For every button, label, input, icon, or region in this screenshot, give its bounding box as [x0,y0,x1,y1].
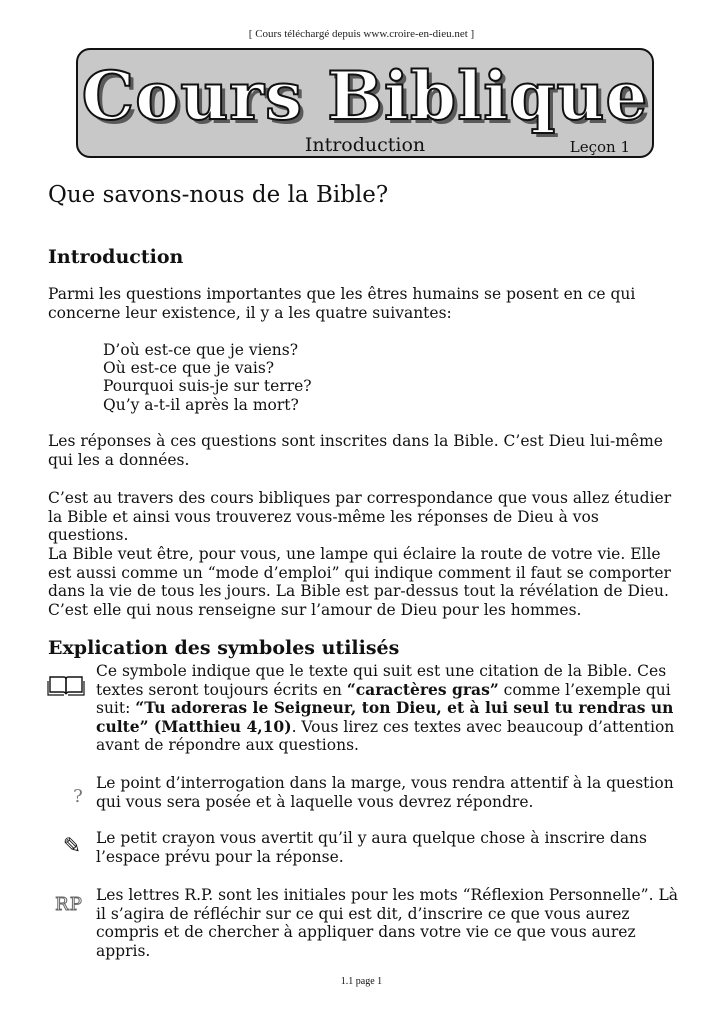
page-footer: 1.1 page 1 [340,976,383,987]
book-text-b: comme l’exemple qui suit: [96,680,671,718]
question-item: Qu’y a-t-il après la mort? [103,396,299,414]
book-icon [46,672,86,702]
banner-subtitle: Introduction [304,134,426,156]
bold-example-word: caractères gras [355,679,490,699]
source-note: [ Cours téléchargé depuis www.croire-en-dieu.net ] [248,28,475,40]
symbols-heading: Explication des symboles utilisés [48,637,400,659]
question-item: Où est-ce que je vais? [103,359,275,377]
banner-title: Cours Biblique [81,57,649,135]
rp-symbol-description: Les lettres R.P. sont les initiales pour les mots “Réflexion Personnelle”. Là il s’agira de réfléchir sur ce qui est dit, d’inscrire ce que vous aurez compris et de chercher à appliquer dans votre vie ce que vous aurez appris. [96,886,678,960]
book-text-a: Ce symbole indique que le texte qui suit est une citation de la Bible. Ces textes seront toujours écrits en [96,662,667,699]
page-title: Que savons-nous de la Bible? [48,182,389,208]
intro-paragraph-3: C’est au travers des cours bibliques par correspondance que vous allez étudier la Bible et ainsi vous trouverez vous-même les réponses de Dieu à vos questions. [48,489,672,545]
book-symbol-description [96,662,680,755]
pencil-icon: ✎ [62,834,82,859]
intro-paragraph-4: La Bible veut être, pour vous, une lampe qui éclaire la route de votre vie. Elle est aussi comme un “mode d’emploi” qui indique comment il faut se comporter dans la vie de tous les jours. La Bible est par-dessus tout la révélation de Dieu. C’est elle qui nous renseigne sur l’amour de Dieu pour les hommes. [48,545,671,619]
bible-quote: “Tu adoreras le Seigneur, ton Dieu, et à lui seul tu rendras un culte” (Matthieu 4,10) [96,698,674,736]
bold-open-quote: “ [346,679,356,699]
pencil-symbol-description: Le petit crayon vous avertit qu’il y aura quelque chose à inscrire dans l’espace prévu pour la réponse. [96,829,647,866]
intro-heading: Introduction [48,246,184,268]
course-banner [76,48,654,158]
intro-paragraph-1: Parmi les questions importantes que les êtres humains se posent en ce qui concerne leur existence, il y a les quatre suivantes: [48,285,636,322]
bold-close-quote: ” [489,679,499,699]
rp-icon: RP [55,894,83,915]
intro-paragraph-2: Les réponses à ces questions sont inscrites dans la Bible. C’est Dieu lui-même qui les a données. [48,432,663,469]
question-item: Pourquoi suis-je sur terre? [103,377,312,395]
question-symbol-description: Le point d’interrogation dans la marge, vous rendra attentif à la question qui vous sera posée et à laquelle vous devrez répondre. [96,774,674,811]
question-mark-icon: ? [73,786,83,807]
book-text-c: . Vous lirez ces textes avec beaucoup d’attention avant de répondre aux questions. [96,717,675,755]
question-item: D’où est-ce que je viens? [103,341,299,359]
lesson-number: Leçon 1 [569,138,630,156]
